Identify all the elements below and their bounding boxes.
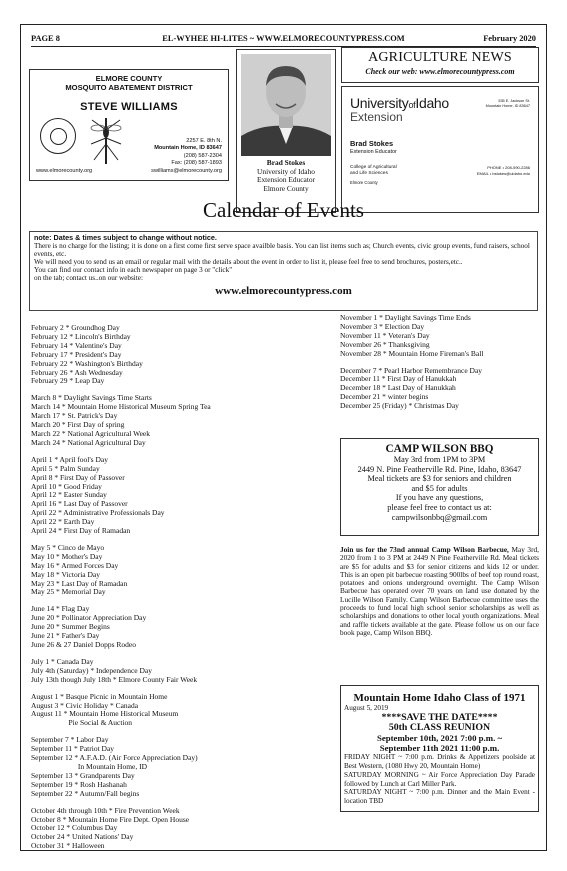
event-line: September 11 * Patriot Day — [31, 744, 115, 754]
ad-line-1: ELMORE COUNTY — [95, 74, 163, 83]
reunion-when-2: September 11th 2021 11:00 p.m. — [379, 742, 500, 753]
calendar-title: Calendar of Events — [203, 198, 364, 222]
class-reunion-box — [340, 685, 539, 812]
note-heading: note: Dates & times subject to change without notice. — [34, 233, 217, 242]
event-line: May 10 * Mother's Day — [31, 551, 103, 561]
event-line: December 18 * Last Day of Hanukkah — [340, 383, 456, 393]
mosquito-icon — [88, 114, 124, 170]
event-line: March 20 * First Day of spring — [31, 420, 125, 430]
event-line: June 26 & 27 Daniel Dopps Rodeo — [31, 640, 136, 649]
event-line: November 28 * Mountain Home Fireman's Ball — [340, 348, 484, 358]
ad-email: swilliams@elmorecounty.org — [151, 168, 222, 174]
event-line: February 2 * Groundhog Day — [31, 323, 120, 332]
right-events-column — [340, 314, 540, 411]
event-line: August 1 * Basque Picnic in Mountain Home — [31, 691, 168, 701]
event-line: August 11 * Mountain Home Historical Museum — [31, 709, 179, 719]
event-line: December 21 * winter begins — [340, 392, 429, 402]
event-line: September 13 * Grandparents Day — [31, 770, 135, 780]
photo-box — [236, 49, 336, 213]
uidaho-address: 535 E. Jackson St. Mountain Home, ID 83647 — [485, 99, 530, 108]
newspaper-page — [20, 24, 547, 851]
event-line: Pie Social & Auction — [31, 718, 133, 728]
reunion-friday: FRIDAY NIGHT ~ 7:00 p.m. Drinks & Appetizers poolside at Best Western, (1080 Hwy 20, Mountain Home) — [344, 753, 535, 770]
note-line: There is no charge for the listing; it is done on a first come first serve space availble basis. You can list items such as; Church events, civic group events, fund raisers, school events, etc. — [34, 242, 530, 259]
mosquito-district-ad — [29, 69, 229, 181]
event-line: April 1 * April fool's Day — [31, 454, 108, 464]
note-line: on the tab; contact us..on our website: — [34, 274, 143, 283]
card-name: Brad Stokes — [350, 139, 394, 148]
event-line: October 8 * Mountain Home Fire Dept. Open House — [31, 814, 190, 824]
camp-line: and $5 for adults — [411, 483, 468, 493]
event-line: July 1 * Canada Day — [31, 656, 94, 666]
agriculture-news-banner — [341, 47, 539, 83]
event-line: May 18 * Victoria Day — [31, 569, 100, 579]
event-line: February 12 * Lincoln's Birthday — [31, 331, 131, 341]
event-line: February 26 * Ash Wednesday — [31, 367, 123, 377]
reunion-title: Mountain Home Idaho Class of 1971 — [353, 692, 526, 704]
reunion-date: August 5, 2019 — [344, 704, 389, 712]
photo-caption: Brad Stokes University of Idaho Extension Educator Elmore County — [256, 158, 316, 193]
card-county: Elmore County — [350, 180, 378, 185]
event-line: June 21 * Father's Day — [31, 631, 100, 641]
event-line: In Mountain Home, ID — [31, 761, 148, 771]
portrait-illustration — [241, 54, 331, 156]
uidaho-business-card — [341, 86, 539, 213]
reunion-save-the-date: ****SAVE THE DATE**** — [381, 711, 498, 723]
event-line: March 22 * National Agricultural Week — [31, 428, 151, 438]
event-line: April 22 * Administrative Professionals Day — [31, 508, 165, 518]
ad-line-2: MOSQUITO ABATEMENT DISTRICT — [65, 83, 193, 92]
event-line: April 10 * Good Friday — [31, 481, 102, 491]
event-line: November 11 * Veteran's Day — [340, 330, 430, 340]
header-publication: EL-WYHEE HI-LITES ~ WWW.ELMORECOUNTYPRESS.COM — [162, 34, 405, 43]
event-line: September 19 * Rosh Hashanah — [31, 779, 127, 789]
event-line: May 5 * Cinco de Mayo — [31, 542, 105, 552]
camp-line: Meal tickets are $3 for seniors and children — [367, 474, 512, 484]
page-header — [31, 33, 536, 47]
portrait-photo — [241, 54, 331, 156]
event-line: December 7 * Pearl Harbor Remembrance Day — [340, 365, 483, 375]
reunion-event: 50th CLASS REUNION — [388, 722, 491, 734]
event-line: September 12 * A.F.A.D. (Air Force Appreciation Day) — [31, 753, 198, 763]
camp-email: campwilsonbbq@gmail.com — [391, 512, 488, 522]
camp-wilson-article — [340, 546, 539, 637]
event-line: December 25 (Friday) * Christmas Day — [340, 401, 459, 411]
event-line: November 26 * Thanksgiving — [340, 339, 430, 349]
card-college: College of Agricultural and Life Sciences — [350, 165, 397, 176]
event-line: July 4th (Saturday) * Independence Day — [31, 665, 153, 675]
event-line: April 5 * Palm Sunday — [31, 463, 100, 473]
ad-address: 2257 E. 8th N. Mountain Home, ID 83647 (208) 587-2304 Fax: (208) 587-1893 — [154, 138, 222, 166]
note-line: You can find our contact info in each newspaper on page 3 or "click" — [34, 266, 233, 275]
camp-line: 2449 N. Pine Featherville Rd. Pine, Idaho, 83647 — [357, 464, 522, 474]
event-line: August 3 * Civic Holiday * Canada — [31, 700, 139, 710]
event-line: October 4th through 10th * Fire Prevention Week — [31, 805, 180, 815]
ad-name: STEVE WILLIAMS — [80, 101, 178, 113]
uidaho-logo: UniversityofIdaho — [350, 95, 449, 111]
event-line: September 22 * Autumn/Fall begins — [31, 788, 140, 798]
event-line: February 14 * Valentine's Day — [31, 340, 122, 350]
event-line: March 14 * Mountain Home Historical Museum Spring Tea — [31, 402, 211, 412]
page-number: PAGE 8 — [31, 34, 60, 43]
card-role: Extension Educator — [350, 149, 397, 155]
event-line: April 8 * First Day of Passover — [31, 472, 125, 482]
card-contact: PHONE • 208-590-2286 EMAIL • bstokes@uidaho.edu — [476, 165, 530, 176]
uidaho-extension: Extension — [350, 110, 403, 124]
calendar-website-link[interactable]: www.elmorecountypress.com — [215, 284, 352, 297]
event-line: June 20 * Summer Begins — [31, 622, 110, 632]
calendar-note — [29, 231, 538, 311]
event-line: February 29 * Leap Day — [31, 376, 105, 386]
event-line: October 31 * Halloween — [31, 841, 105, 851]
camp-line: please feel free to contact us at: — [387, 502, 492, 512]
camp-wilson-box — [340, 438, 539, 536]
reunion-saturday-morning: SATURDAY MORNING ~ Air Force Appreciation Day Parade followed by Lunch at Carl Miller Park. — [344, 770, 535, 788]
reunion-when-1: September 10th, 2021 7:00 p.m. ~ — [376, 732, 503, 743]
event-line: March 24 * National Agricultural Day — [31, 437, 146, 447]
event-line: June 14 * Flag Day — [31, 604, 90, 614]
event-line: May 16 * Armed Forces Day — [31, 560, 119, 570]
event-line: May 25 * Memorial Day — [31, 587, 106, 597]
ad-website: www.elmorecounty.org — [36, 168, 93, 174]
event-line: November 1 * Daylight Savings Time Ends — [340, 313, 471, 322]
event-line: October 24 * United Nations' Day — [31, 832, 134, 842]
event-line: April 16 * Last Day of Passover — [31, 499, 128, 509]
event-line: September 7 * Labor Day — [31, 735, 109, 745]
event-line: February 17 * President's Day — [31, 349, 122, 359]
agriculture-title: AGRICULTURE NEWS — [368, 50, 512, 65]
event-line: April 24 * First Day of Ramadan — [31, 526, 131, 536]
note-line: We will need you to send us an email or regular mail with the details about the event in order to list it, please feel free to send brochures, posters,etc.. — [34, 258, 463, 267]
camp-line: If you have any questions, — [395, 493, 484, 503]
county-seal-icon — [40, 118, 76, 154]
event-line: March 17 * St. Patrick's Day — [31, 411, 118, 421]
event-line: April 12 * Easter Sunday — [31, 490, 107, 500]
event-line: March 8 * Daylight Savings Time Starts — [31, 393, 152, 403]
header-date: February 2020 — [483, 34, 536, 43]
agriculture-web: Check our web: www.elmorecountypress.com — [365, 67, 515, 76]
event-line: November 3 * Election Day — [340, 321, 425, 331]
event-line: April 22 * Earth Day — [31, 517, 95, 527]
event-line: July 13th though July 18th * Elmore County Fair Week — [31, 674, 198, 684]
reunion-saturday-night: SATURDAY NIGHT ~ 7:00 p.m. Dinner and the Main Event - location TBD — [344, 788, 535, 806]
left-events-column — [31, 324, 331, 851]
event-line: October 12 * Columbus Day — [31, 823, 118, 833]
article-body: May 3rd, 2020 from 1 to 3 PM at 2449 N Pine Featherville Rd. Meal tickets are $5 for adults and $3 for senior citizens and kids 12 or under. This is an open pit barbecue roasting 900lbs of beef top round roast, potatoes and onions underground overnight. The Camp Wilson Barbecue has operated over 70 years on land use donated by the Lucille Wilson Family. Camp Wilson Barbecue committee uses the proceeds to fund local high school senior scholarships as well as scholarships and donations to other local youth organizations. Meal and raffle tickets available at the gate. Please follow us on our face book page, Camp Wilson BBQ. — [340, 545, 539, 637]
event-line: February 22 * Washington's Birthday — [31, 358, 143, 368]
event-line: May 23 * Last Day of Ramadan — [31, 578, 128, 588]
camp-line: May 3rd from 1PM to 3PM — [393, 455, 486, 464]
article-lead: Join us for the 73nd annual Camp Wilson Barbecue, — [340, 545, 509, 554]
event-line: December 11 * First Day of Hanukkah — [340, 374, 457, 384]
camp-title: CAMP WILSON BBQ — [385, 443, 494, 455]
event-line: June 20 * Pollinator Appreciation Day — [31, 613, 147, 623]
